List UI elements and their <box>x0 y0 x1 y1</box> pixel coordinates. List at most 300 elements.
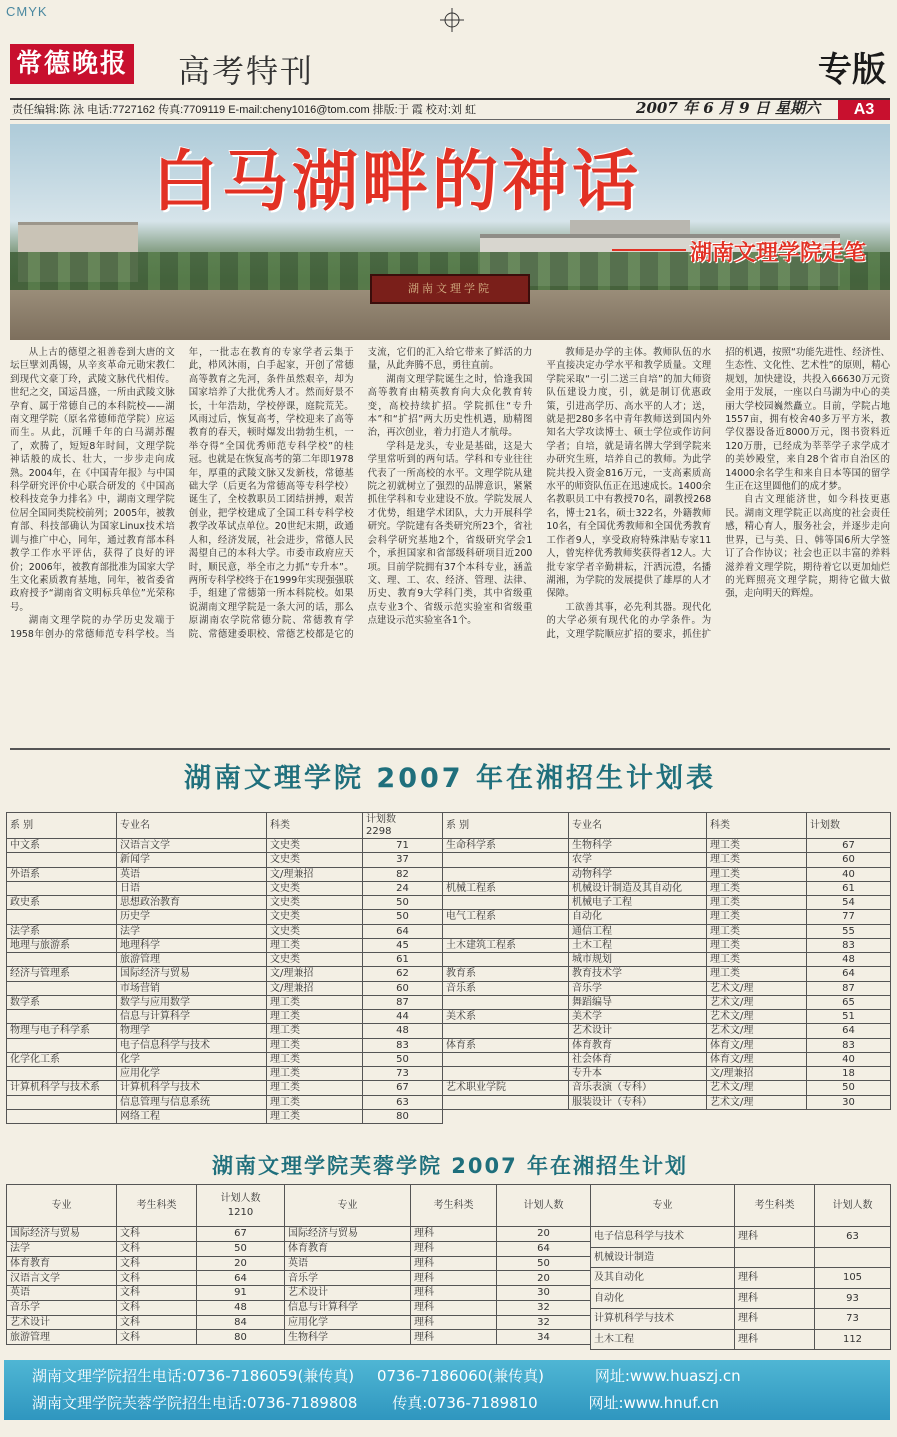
table-cell: 理科 <box>411 1256 497 1271</box>
table-cell: 土木工程 <box>591 1329 735 1350</box>
table-cell: 文/理兼招 <box>267 867 363 881</box>
table-row <box>443 1067 891 1081</box>
table-cell: 外语系 <box>7 867 117 881</box>
table-row <box>7 1286 591 1301</box>
table-row <box>7 1095 443 1109</box>
table-row <box>443 839 891 853</box>
headline-subtitle: 湖南文理学院走笔 <box>690 236 866 267</box>
table-cell <box>7 910 117 924</box>
table-row <box>7 1052 443 1066</box>
table-cell: 文史类 <box>267 924 363 938</box>
table-cell <box>443 853 569 867</box>
table-cell <box>443 1095 569 1109</box>
header-count-label: 计划数 <box>366 813 396 825</box>
feature-article <box>10 346 890 742</box>
table-cell: 理科 <box>411 1227 497 1242</box>
table-cell: 60 <box>807 853 891 867</box>
table-cell: 日语 <box>117 881 267 895</box>
table-cell: 文科 <box>117 1300 197 1315</box>
furong-table-right <box>590 1184 891 1350</box>
photo-gate-sign <box>370 274 530 304</box>
plan-table-right <box>442 812 891 1110</box>
table-cell: 艺术设计 <box>569 1024 707 1038</box>
table-cell: 应用化学 <box>285 1315 411 1330</box>
table-cell: 65 <box>807 995 891 1009</box>
table-row <box>7 1038 443 1052</box>
table-cell: 机械工程系 <box>443 881 569 895</box>
table-cell: 艺术文/理 <box>707 1095 807 1109</box>
table-cell <box>815 1247 891 1268</box>
table-cell: 50 <box>363 896 443 910</box>
table-cell: 理工类 <box>707 938 807 952</box>
table-header-row <box>7 813 443 839</box>
table-cell: 82 <box>363 867 443 881</box>
footer-row-college <box>32 1364 741 1388</box>
table-cell: 旅游管理 <box>7 1330 117 1345</box>
table-cell: 91 <box>197 1286 285 1301</box>
table-cell: 理工类 <box>707 967 807 981</box>
table-cell: 理工类 <box>267 1109 363 1123</box>
table-cell: 61 <box>807 881 891 895</box>
table-cell: 20 <box>197 1256 285 1271</box>
table-header-row <box>591 1185 891 1227</box>
table-row <box>591 1288 891 1309</box>
table-cell: 体育文/理 <box>707 1052 807 1066</box>
table-cell: 机械设计制造 <box>591 1247 735 1268</box>
table-cell: 50 <box>807 1081 891 1095</box>
table-row <box>443 967 891 981</box>
table-cell: 文科 <box>117 1227 197 1242</box>
page-number-badge: A3 <box>838 100 890 120</box>
table-cell: 文/理兼招 <box>707 1067 807 1081</box>
table-cell: 51 <box>807 1010 891 1024</box>
table-cell: 文/理兼招 <box>267 981 363 995</box>
table-cell: 文史类 <box>267 953 363 967</box>
table-cell: 信息与计算科学 <box>285 1300 411 1315</box>
table-row <box>443 995 891 1009</box>
table-cell: 40 <box>807 1052 891 1066</box>
table-row <box>591 1329 891 1350</box>
table-cell: 20 <box>497 1227 591 1242</box>
header-dept: 系 别 <box>7 813 117 839</box>
table-cell: 电子信息科学与技术 <box>591 1227 735 1248</box>
table-cell: 音乐系 <box>443 981 569 995</box>
table-cell: 理科 <box>411 1286 497 1301</box>
table-cell: 64 <box>807 967 891 981</box>
table-row <box>7 1067 443 1081</box>
table-cell: 理科 <box>735 1309 815 1330</box>
table-cell: 国际经济与贸易 <box>117 967 267 981</box>
table-cell: 20 <box>497 1271 591 1286</box>
table-row <box>443 981 891 995</box>
table-cell: 文史类 <box>267 910 363 924</box>
table-row <box>7 953 443 967</box>
table-cell: 理科 <box>735 1268 815 1289</box>
gate-sign-text: 湖南文理学院 <box>408 282 492 295</box>
table-cell: 动物科学 <box>569 867 707 881</box>
header-count-label: 计划人数 <box>220 1192 261 1204</box>
table-header-row <box>443 813 891 839</box>
table-row <box>7 1256 591 1271</box>
cmyk-mark: CMYK <box>6 4 48 19</box>
header-major: 专业名 <box>569 813 707 839</box>
table-cell: 77 <box>807 910 891 924</box>
table-cell: 文科 <box>117 1315 197 1330</box>
furong-fax: 传真:0736-7189810 <box>392 1394 538 1412</box>
table-cell: 汉语言文学 <box>7 1271 117 1286</box>
table-cell <box>7 1095 117 1109</box>
table-row <box>7 924 443 938</box>
table-row <box>7 967 443 981</box>
table-cell: 83 <box>807 1038 891 1052</box>
table-cell: 艺术设计 <box>7 1315 117 1330</box>
college-fax: 0736-7186060(兼传真) <box>376 1367 545 1385</box>
table-cell: 24 <box>363 881 443 895</box>
article-paragraph: 从上古的德望之祖善卷到大唐的文坛巨擘刘禹锡，从辛亥革命元勋宋教仁到现代文豪丁玲，武陵文脉代代相传。世纪之交，国运昌盛，一所由武陵文脉孕育、属于常德自己的本科院校——湖南文理学院（原名常德师范学院）应运而生。从此，沉睡千年的白马湖苏醒了，欢腾了，短短8年时间，文理学院神话般的成长、壮大，一步步走向成熟。2004年，在《中国青年报》与中国科学研究评价中心联合研发的《中国高校科技竞争力排名》中，湖南文理学院位居全国同类院校前列；2005年，被教育部、科技部确认为国家Linux技术培训与推广中心，同年，通过教育部本科教学工作水平评估，获得了良好的评价；2006年，被教育部批准为国家大学生文化素质教育基地，同年，被省委省政府授予“湖南省文明标兵单位”光荣称号。 <box>10 347 175 613</box>
table-cell: 34 <box>497 1330 591 1345</box>
table-cell: 思想政治教育 <box>117 896 267 910</box>
table-cell: 文科 <box>117 1286 197 1301</box>
table-cell: 舞蹈编导 <box>569 995 707 1009</box>
table-cell: 生物科学 <box>285 1330 411 1345</box>
table-cell: 80 <box>197 1330 285 1345</box>
table-row <box>443 853 891 867</box>
header-count <box>363 813 443 839</box>
table-cell: 54 <box>807 896 891 910</box>
table-cell: 32 <box>497 1315 591 1330</box>
table-row <box>591 1309 891 1330</box>
table-cell: 法学 <box>117 924 267 938</box>
newspaper-logo: 常德晚报 <box>10 44 134 84</box>
table-cell: 艺术文/理 <box>707 1024 807 1038</box>
college-phone: 湖南文理学院招生电话:0736-7186059(兼传真) <box>32 1367 355 1385</box>
table-cell <box>735 1247 815 1268</box>
furong-website: 网址:www.hnuf.cn <box>588 1394 719 1412</box>
article-paragraph: 湖南文理学院的办学历史发端于1958年创办的常德师范专科学校。当年，一批志在教育的专家学者云集于此，栉风沐雨，白手起家，开创了常德高等教育之先河，条件虽然艰辛，却为国家培养了大批优秀人才。然而好景不长，十年浩劫，学校停课，庭院荒芜。风雨过后，恢复高考，学校迎来了高等教育的春天，顿时爆发出勃勃生机，一举夺得“全国优秀师范专科学校”的桂冠。也就是在恢复高考的第二年即1978年，厚重的武陵文脉又发新枝，常德基础大学（后更名为常德高等专科学校）诞生了，全校教职员工团结拼搏，艰苦创业，把学校建成了全国工科专科学校教学改革试点单位。20世纪末期，政通人和，经济发展，社会进步，常德人民渴望自己的本科大学。市委市政府应天时，顺民意，举全市之力抓“专升本”。两所专科学校终于在1999年实现强强联手，组建了常德第一所本科院校。如果说湖南文理学院是一条大河的话，那么原湖南农学院常德分院、常德教育学院、常德建委职校、常德艺校都是它的支流，它们的汇入给它带来了鲜活的力量，从此奔腾不息，勇往直前。 <box>10 347 533 640</box>
table-cell <box>443 995 569 1009</box>
table-cell: 50 <box>497 1256 591 1271</box>
table-cell: 艺术文/理 <box>707 981 807 995</box>
table-cell: 93 <box>815 1288 891 1309</box>
table-cell: 服装设计（专科） <box>569 1095 707 1109</box>
header-major: 专业 <box>591 1185 735 1227</box>
table-cell: 50 <box>197 1241 285 1256</box>
table-cell <box>7 981 117 995</box>
table-cell: 87 <box>807 981 891 995</box>
table-cell: 经济与管理系 <box>7 967 117 981</box>
table-cell: 艺术文/理 <box>707 1010 807 1024</box>
table-cell: 信息管理与信息系统 <box>117 1095 267 1109</box>
table-row <box>443 938 891 952</box>
table-cell: 67 <box>363 1081 443 1095</box>
table-cell: 55 <box>807 924 891 938</box>
table-cell: 历史学 <box>117 910 267 924</box>
table-cell: 理工类 <box>267 1095 363 1109</box>
table-cell <box>443 1067 569 1081</box>
table-cell: 理工类 <box>267 938 363 952</box>
table-cell: 国际经济与贸易 <box>285 1227 411 1242</box>
table-cell: 48 <box>363 1024 443 1038</box>
table-cell: 50 <box>363 910 443 924</box>
table-row <box>7 839 443 853</box>
table-cell <box>443 896 569 910</box>
furong-phone: 湖南文理学院芙蓉学院招生电话:0736-7189808 <box>32 1394 358 1412</box>
article-paragraph: 湖南文理学院诞生之时，恰逢我国高等教育由精英教育向大众化教育转变，高校持续扩招。学院抓住“专升本”和“扩招”两大历史性机遇，励精图治，再次创业，着力打造人才航母。 <box>367 373 533 439</box>
table-cell <box>7 1067 117 1081</box>
table-row <box>443 896 891 910</box>
table-cell: 83 <box>807 938 891 952</box>
table-cell: 73 <box>363 1067 443 1081</box>
table-cell: 网络工程 <box>117 1109 267 1123</box>
header-subject: 考生科类 <box>117 1185 197 1227</box>
table-cell: 法学 <box>7 1241 117 1256</box>
table-cell: 83 <box>363 1038 443 1052</box>
table-cell: 教育系 <box>443 967 569 981</box>
table-cell: 63 <box>363 1095 443 1109</box>
table-row <box>591 1227 891 1248</box>
table-cell: 体育教育 <box>569 1038 707 1052</box>
table-cell <box>7 853 117 867</box>
table-cell <box>443 924 569 938</box>
table-cell: 48 <box>807 953 891 967</box>
table-header-row <box>7 1185 591 1227</box>
table-row <box>443 1010 891 1024</box>
edition-label: 专版 <box>818 50 886 90</box>
table-cell: 理科 <box>735 1288 815 1309</box>
table-cell: 市场营销 <box>117 981 267 995</box>
table-cell: 87 <box>363 995 443 1009</box>
table-cell: 美术学 <box>569 1010 707 1024</box>
table-cell: 政史系 <box>7 896 117 910</box>
table-cell: 应用化学 <box>117 1067 267 1081</box>
table-row <box>7 896 443 910</box>
table-cell: 理科 <box>411 1271 497 1286</box>
table-cell: 自动化 <box>591 1288 735 1309</box>
table-cell: 理工类 <box>267 1052 363 1066</box>
table-row <box>7 1109 443 1123</box>
table-cell: 18 <box>807 1067 891 1081</box>
header-count: 计划人数 <box>815 1185 891 1227</box>
table-cell: 生命科学系 <box>443 839 569 853</box>
table-cell: 48 <box>197 1300 285 1315</box>
table-cell: 84 <box>197 1315 285 1330</box>
table-row <box>7 1010 443 1024</box>
table-row <box>443 953 891 967</box>
table-row <box>7 1241 591 1256</box>
table-cell: 化学 <box>117 1052 267 1066</box>
table-cell: 理工类 <box>707 910 807 924</box>
header-count: 计划人数 <box>497 1185 591 1227</box>
table-row <box>7 1300 591 1315</box>
table-cell: 64 <box>497 1241 591 1256</box>
table-cell <box>7 881 117 895</box>
table-cell: 文史类 <box>267 881 363 895</box>
header-subject: 考生科类 <box>411 1185 497 1227</box>
masthead <box>10 40 890 92</box>
table-cell: 文史类 <box>267 853 363 867</box>
table-row <box>443 1024 891 1038</box>
table-cell: 文科 <box>117 1271 197 1286</box>
table-row <box>7 1024 443 1038</box>
campus-photo <box>10 124 890 340</box>
table-cell: 国际经济与贸易 <box>7 1227 117 1242</box>
article-paragraph: 自古文理能济世，如今科技更惠民。湖南文理学院正以高度的社会责任感，精心育人，服务社会，并逐步走向世界，已与美、日、韩等国6所大学签订了合作协议；社会也正以丰富的养料滋养着文理学院，期待着它以更加灿烂的光辉照亮文理学院，期待它做大做强，走向明天的辉煌。 <box>725 494 890 600</box>
table-row <box>7 1315 591 1330</box>
table-row <box>7 1081 443 1095</box>
contact-footer <box>4 1360 890 1420</box>
table-cell: 音乐学 <box>285 1271 411 1286</box>
table-cell: 45 <box>363 938 443 952</box>
table-cell <box>443 1024 569 1038</box>
footer-row-furong <box>32 1391 719 1415</box>
table-cell: 地理与旅游系 <box>7 938 117 952</box>
table-cell: 理工类 <box>707 867 807 881</box>
table-cell: 理科 <box>411 1330 497 1345</box>
table-cell: 自动化 <box>569 910 707 924</box>
table-cell: 艺术设计 <box>285 1286 411 1301</box>
table-cell: 文史类 <box>267 896 363 910</box>
furong-table-left <box>6 1184 591 1345</box>
table-cell: 音乐学 <box>7 1300 117 1315</box>
table-cell: 艺术职业学院 <box>443 1081 569 1095</box>
table-cell: 生物科学 <box>569 839 707 853</box>
table-cell: 理工类 <box>267 1010 363 1024</box>
table-cell: 地理科学 <box>117 938 267 952</box>
header-count: 计划数 <box>807 813 891 839</box>
plan-table-title: 湖南文理学院 2007 年在湘招生计划表 <box>184 763 716 794</box>
table-cell: 体育教育 <box>285 1241 411 1256</box>
article-paragraph: 学科是龙头，专业是基础，这是大学里常听到的两句话。学科和专业往往代表了一所高校的水平。文理学院从建院之初就树立了强烈的品牌意识，紧紧抓住学科和专业建设不放。学院发展人才优势，组建学术团队，大力开展科学研究。学院建有各类研究所23个，省社会科学研究基地2个，省级研究学会1个，承担国家和省部级科研项目近200项。目前学院拥有37个本科专业，涵盖文、理、工、农、经济、管理、法律、历史、教育9大学科门类，其中省级重点专业3个、省级示范实验室和省级重点建设示范实验室各1个。 <box>367 440 533 627</box>
table-cell: 文史类 <box>267 839 363 853</box>
header-subject: 考生科类 <box>735 1185 815 1227</box>
table-cell: 44 <box>363 1010 443 1024</box>
table-cell: 50 <box>363 1052 443 1066</box>
table-cell: 理科 <box>411 1241 497 1256</box>
table-cell: 73 <box>815 1309 891 1330</box>
table-cell: 机械电子工程 <box>569 896 707 910</box>
headline: 白马湖畔的神话 <box>152 143 642 220</box>
info-bar <box>10 98 890 120</box>
table-cell <box>7 953 117 967</box>
issue-date: 2007 年 6 月 9 日 星期六 <box>636 99 820 117</box>
table-row <box>7 881 443 895</box>
table-cell: 理工类 <box>707 924 807 938</box>
table-cell: 64 <box>807 1024 891 1038</box>
table-row <box>591 1268 891 1289</box>
table-cell <box>443 867 569 881</box>
table-cell: 64 <box>197 1271 285 1286</box>
table-cell: 60 <box>363 981 443 995</box>
header-subject: 科类 <box>707 813 807 839</box>
table-cell <box>443 1052 569 1066</box>
table-cell: 物理学 <box>117 1024 267 1038</box>
table-row <box>7 1330 591 1345</box>
table-row <box>7 867 443 881</box>
table-cell: 旅游管理 <box>117 953 267 967</box>
table-cell: 理工类 <box>267 1067 363 1081</box>
table-cell: 社会体育 <box>569 1052 707 1066</box>
table-cell: 文科 <box>117 1241 197 1256</box>
table-cell: 体育教育 <box>7 1256 117 1271</box>
table-row <box>7 1227 591 1242</box>
table-row <box>443 1038 891 1052</box>
table-row <box>443 1052 891 1066</box>
table-row <box>7 1271 591 1286</box>
college-website: 网址:www.huaszj.cn <box>594 1367 741 1385</box>
table-cell: 体育系 <box>443 1038 569 1052</box>
table-cell: 专升本 <box>569 1067 707 1081</box>
table-cell: 英语 <box>117 867 267 881</box>
editor-credits: 责任编辑:陈 泳 电话:7727162 传真:7709119 E-mail:cheny1016@tom.com 排版:于 霞 校对:刘 虹 <box>12 104 476 116</box>
header-major: 专业 <box>285 1185 411 1227</box>
table-cell: 理工类 <box>267 1081 363 1095</box>
table-cell: 64 <box>363 924 443 938</box>
table-cell: 30 <box>807 1095 891 1109</box>
table-cell: 体育文/理 <box>707 1038 807 1052</box>
table-cell: 土木建筑工程系 <box>443 938 569 952</box>
table-row <box>443 867 891 881</box>
furong-table-title: 湖南文理学院芙蓉学院 2007 年在湘招生计划 <box>211 1154 689 1178</box>
header-major: 专业 <box>7 1185 117 1227</box>
plan-table-left <box>6 812 443 1124</box>
table-row <box>591 1247 891 1268</box>
header-major: 专业名 <box>117 813 267 839</box>
table-cell: 汉语言文学 <box>117 839 267 853</box>
table-cell: 计算机科学与技术系 <box>7 1081 117 1095</box>
table-cell: 112 <box>815 1329 891 1350</box>
table-cell <box>7 1109 117 1123</box>
table-cell: 理科 <box>411 1315 497 1330</box>
special-edition-title: 高考特刊 <box>178 52 315 90</box>
table-row <box>7 995 443 1009</box>
table-cell: 艺术文/理 <box>707 995 807 1009</box>
table-cell: 61 <box>363 953 443 967</box>
table-cell: 67 <box>807 839 891 853</box>
table-row <box>443 1081 891 1095</box>
table-row <box>7 938 443 952</box>
table-cell: 71 <box>363 839 443 853</box>
table-cell: 物理与电子科学系 <box>7 1024 117 1038</box>
table-cell: 计算机科学与技术 <box>117 1081 267 1095</box>
table-cell: 音乐学 <box>569 981 707 995</box>
table-cell: 机械设计制造及其自动化 <box>569 881 707 895</box>
table-cell: 英语 <box>285 1256 411 1271</box>
table-cell: 理科 <box>735 1227 815 1248</box>
table-cell: 63 <box>815 1227 891 1248</box>
table-cell: 数学与应用数学 <box>117 995 267 1009</box>
table-cell: 及其自动化 <box>591 1268 735 1289</box>
table-cell: 62 <box>363 967 443 981</box>
table-cell: 农学 <box>569 853 707 867</box>
table-row <box>443 924 891 938</box>
table-cell: 105 <box>815 1268 891 1289</box>
table-cell: 艺术文/理 <box>707 1081 807 1095</box>
registration-mark-icon <box>440 8 464 32</box>
table-cell: 32 <box>497 1300 591 1315</box>
table-cell: 法学系 <box>7 924 117 938</box>
table-row <box>7 910 443 924</box>
table-cell: 中文系 <box>7 839 117 853</box>
table-cell <box>7 1038 117 1052</box>
table-cell: 理工类 <box>707 953 807 967</box>
table-cell: 计算机科学与技术 <box>591 1309 735 1330</box>
table-row <box>443 910 891 924</box>
section-divider <box>10 748 890 750</box>
table-cell: 信息与计算科学 <box>117 1010 267 1024</box>
table-cell: 教育技术学 <box>569 967 707 981</box>
header-dept: 系 别 <box>443 813 569 839</box>
table-cell: 电气工程系 <box>443 910 569 924</box>
